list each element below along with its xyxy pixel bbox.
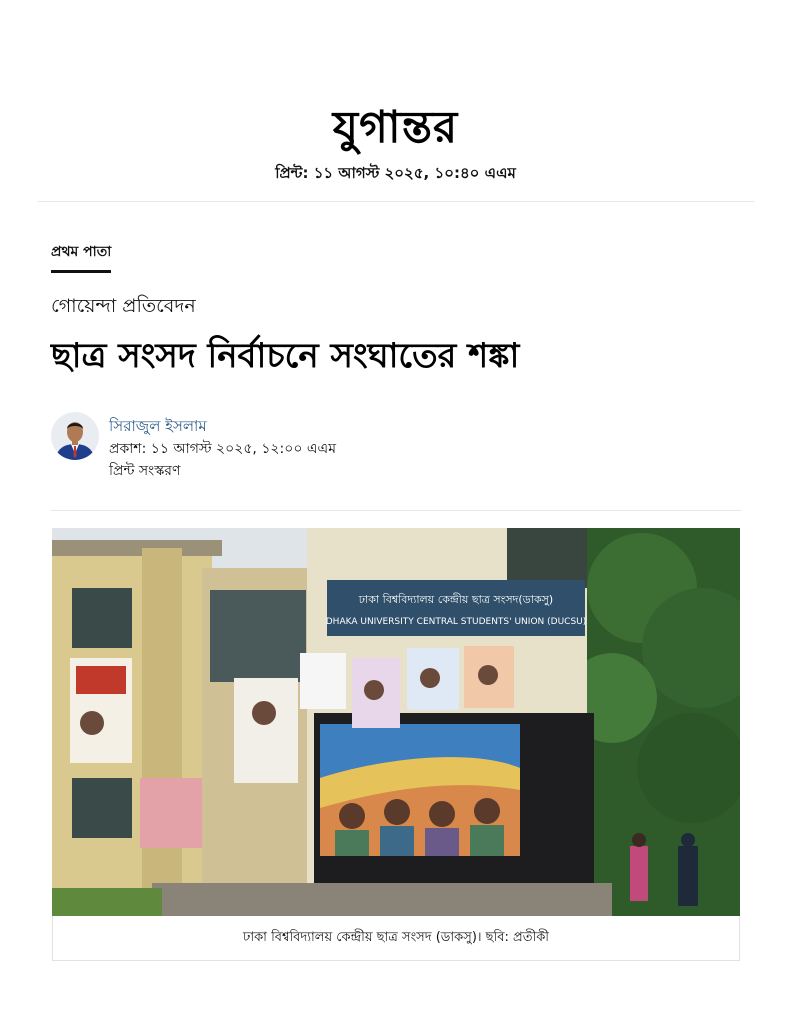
- section-link[interactable]: প্রথম পাতা: [51, 240, 111, 273]
- article-kicker: গোয়েন্দা প্রতিবেদন: [51, 295, 196, 317]
- photo-caption-text: ঢাকা বিশ্ববিদ্যালয় কেন্দ্রীয় ছাত্র সংসদ (ডাকসু)। ছবি: প্রতীকী: [242, 929, 550, 945]
- author-avatar[interactable]: [51, 412, 99, 460]
- ducsu-building-image: [52, 528, 740, 916]
- masthead: [0, 100, 791, 187]
- building-sign-english: DHAKA UNIVERSITY CENTRAL STUDENTS' UNION (DUCSU): [325, 617, 587, 627]
- edition-label: প্রিন্ট সংস্করণ: [109, 463, 181, 479]
- author-name[interactable]: সিরাজুল ইসলাম: [109, 417, 207, 435]
- author-photo-icon: [51, 412, 99, 460]
- article-photo[interactable]: [52, 528, 740, 916]
- byline: [51, 412, 336, 482]
- published-date: প্রকাশ: ১১ আগস্ট ২০২৫, ১২:০০ এএম: [109, 441, 336, 457]
- byline-text: [109, 412, 336, 482]
- header-divider: [38, 201, 754, 202]
- photo-caption: [52, 916, 740, 961]
- newspaper-logo[interactable]: যুগান্তর: [332, 102, 459, 153]
- byline-divider: [51, 510, 741, 511]
- print-date: প্রিন্ট: ১১ আগস্ট ২০২৫, ১০:৪০ এএম: [275, 164, 516, 182]
- building-sign-bangla: ঢাকা বিশ্ববিদ্যালয় কেন্দ্রীয় ছাত্র সংসদ(ডাকসু): [358, 593, 554, 606]
- article-headline: ছাত্র সংসদ নির্বাচনে সংঘাতের শঙ্কা: [51, 336, 520, 376]
